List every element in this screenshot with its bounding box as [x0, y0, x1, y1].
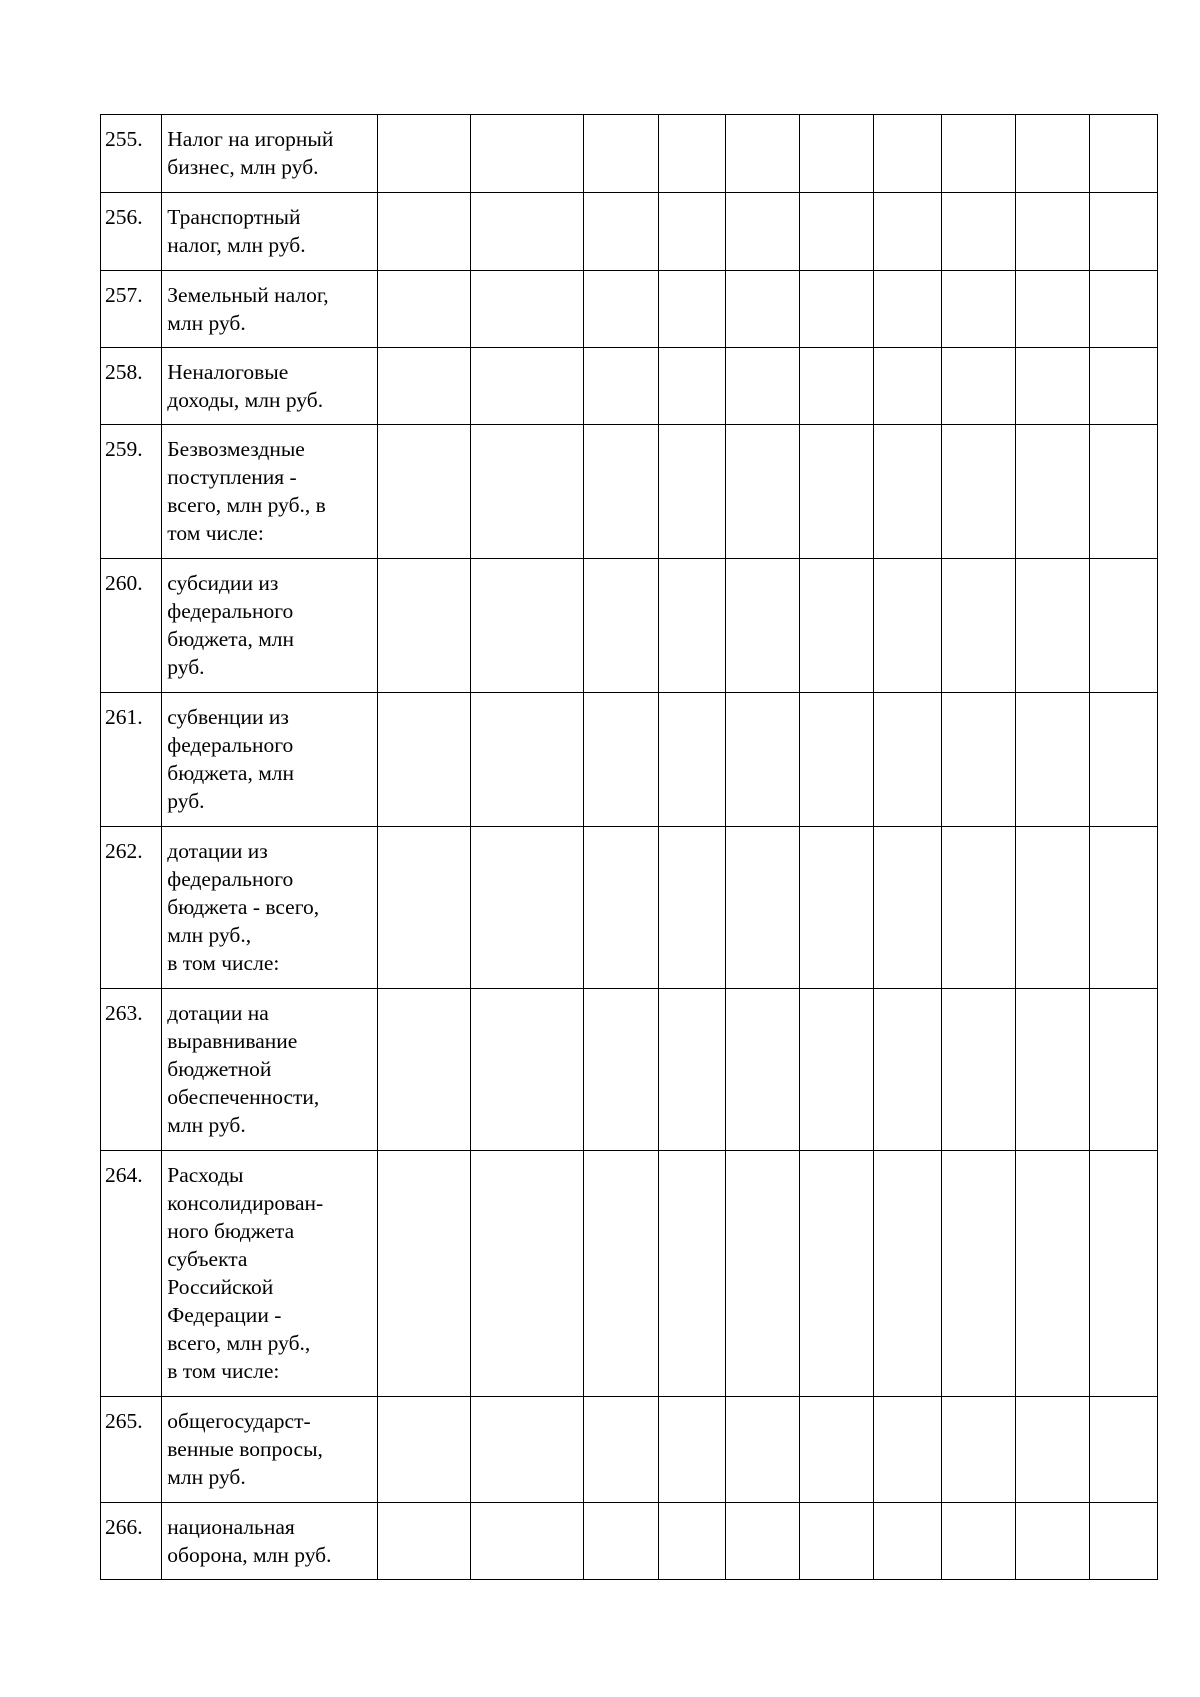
- table-row: [101, 989, 1158, 1151]
- value-cell: [470, 827, 583, 989]
- value-cell: [659, 827, 726, 989]
- value-cell: [874, 1397, 942, 1503]
- value-cell: [799, 693, 873, 827]
- value-cell: [659, 425, 726, 559]
- value-cell: [874, 559, 942, 693]
- value-cell: [1015, 827, 1089, 989]
- value-cell: [874, 115, 942, 193]
- value-cell: [799, 827, 873, 989]
- value-cell: [725, 271, 799, 348]
- row-number: 260.: [101, 559, 162, 693]
- indicator-name: Неналоговые доходы, млн руб.: [162, 348, 378, 425]
- value-cell: [1090, 1503, 1158, 1580]
- value-cell: [583, 193, 658, 271]
- indicator-name: дотации на выравнивание бюджетной обеспеченности, млн руб.: [162, 989, 378, 1151]
- value-cell: [725, 1503, 799, 1580]
- value-cell: [874, 425, 942, 559]
- value-cell: [1090, 1397, 1158, 1503]
- row-number: 266.: [101, 1503, 162, 1580]
- value-cell: [941, 425, 1015, 559]
- value-cell: [941, 827, 1015, 989]
- value-cell: [799, 1397, 873, 1503]
- value-cell: [583, 115, 658, 193]
- value-cell: [874, 348, 942, 425]
- table-row: [101, 1503, 1158, 1580]
- value-cell: [1015, 1397, 1089, 1503]
- value-cell: [470, 989, 583, 1151]
- value-cell: [1090, 193, 1158, 271]
- row-number: 255.: [101, 115, 162, 193]
- table-row: [101, 559, 1158, 693]
- indicator-table: [100, 114, 1158, 1580]
- value-cell: [725, 115, 799, 193]
- row-number: 256.: [101, 193, 162, 271]
- value-cell: [1015, 559, 1089, 693]
- value-cell: [583, 425, 658, 559]
- table-row: [101, 348, 1158, 425]
- table-row: [101, 1397, 1158, 1503]
- indicator-name: Безвозмездные поступления - всего, млн руб., в том числе:: [162, 425, 378, 559]
- value-cell: [1090, 693, 1158, 827]
- value-cell: [799, 559, 873, 693]
- value-cell: [941, 115, 1015, 193]
- value-cell: [470, 115, 583, 193]
- value-cell: [874, 1151, 942, 1397]
- indicator-name: субсидии из федерального бюджета, млн руб.: [162, 559, 378, 693]
- value-cell: [470, 1503, 583, 1580]
- table-row: [101, 193, 1158, 271]
- value-cell: [470, 193, 583, 271]
- value-cell: [1090, 115, 1158, 193]
- value-cell: [659, 271, 726, 348]
- value-cell: [1015, 193, 1089, 271]
- value-cell: [583, 559, 658, 693]
- value-cell: [725, 559, 799, 693]
- value-cell: [470, 425, 583, 559]
- value-cell: [583, 693, 658, 827]
- value-cell: [941, 989, 1015, 1151]
- row-number: 258.: [101, 348, 162, 425]
- table-row: [101, 1151, 1158, 1397]
- value-cell: [378, 1503, 470, 1580]
- value-cell: [378, 1397, 470, 1503]
- value-cell: [659, 559, 726, 693]
- value-cell: [725, 1151, 799, 1397]
- value-cell: [378, 693, 470, 827]
- row-number: 261.: [101, 693, 162, 827]
- value-cell: [1090, 271, 1158, 348]
- value-cell: [583, 348, 658, 425]
- value-cell: [470, 693, 583, 827]
- row-number: 264.: [101, 1151, 162, 1397]
- value-cell: [470, 1397, 583, 1503]
- value-cell: [378, 271, 470, 348]
- indicator-name: Транспортный налог, млн руб.: [162, 193, 378, 271]
- value-cell: [470, 348, 583, 425]
- value-cell: [659, 193, 726, 271]
- value-cell: [941, 693, 1015, 827]
- value-cell: [1090, 348, 1158, 425]
- value-cell: [1015, 115, 1089, 193]
- value-cell: [1015, 989, 1089, 1151]
- value-cell: [725, 827, 799, 989]
- value-cell: [725, 693, 799, 827]
- indicator-name: Налог на игорный бизнес, млн руб.: [162, 115, 378, 193]
- table-row: [101, 827, 1158, 989]
- row-number: 257.: [101, 271, 162, 348]
- value-cell: [941, 348, 1015, 425]
- value-cell: [659, 693, 726, 827]
- indicator-name: субвенции из федерального бюджета, млн руб.: [162, 693, 378, 827]
- value-cell: [659, 115, 726, 193]
- row-number: 262.: [101, 827, 162, 989]
- value-cell: [659, 1151, 726, 1397]
- value-cell: [1090, 989, 1158, 1151]
- value-cell: [1015, 348, 1089, 425]
- value-cell: [1015, 1503, 1089, 1580]
- value-cell: [799, 989, 873, 1151]
- value-cell: [583, 271, 658, 348]
- table-row: [101, 115, 1158, 193]
- value-cell: [799, 348, 873, 425]
- value-cell: [583, 1397, 658, 1503]
- value-cell: [874, 1503, 942, 1580]
- value-cell: [1015, 271, 1089, 348]
- value-cell: [725, 989, 799, 1151]
- value-cell: [378, 115, 470, 193]
- value-cell: [470, 559, 583, 693]
- value-cell: [874, 827, 942, 989]
- value-cell: [874, 693, 942, 827]
- table-row: [101, 693, 1158, 827]
- value-cell: [583, 989, 658, 1151]
- value-cell: [659, 1503, 726, 1580]
- value-cell: [470, 1151, 583, 1397]
- value-cell: [941, 1151, 1015, 1397]
- value-cell: [1090, 425, 1158, 559]
- value-cell: [659, 1397, 726, 1503]
- value-cell: [583, 1503, 658, 1580]
- value-cell: [378, 193, 470, 271]
- value-cell: [378, 348, 470, 425]
- indicator-name: общегосударст- венные вопросы, млн руб.: [162, 1397, 378, 1503]
- value-cell: [799, 1151, 873, 1397]
- value-cell: [725, 1397, 799, 1503]
- value-cell: [941, 193, 1015, 271]
- value-cell: [659, 348, 726, 425]
- value-cell: [799, 271, 873, 348]
- value-cell: [941, 559, 1015, 693]
- value-cell: [1090, 559, 1158, 693]
- indicator-name: Расходы консолидирован- ного бюджета субъекта Российской Федерации - всего, млн руб., в том числе:: [162, 1151, 378, 1397]
- value-cell: [874, 271, 942, 348]
- value-cell: [583, 827, 658, 989]
- value-cell: [799, 193, 873, 271]
- row-number: 263.: [101, 989, 162, 1151]
- value-cell: [799, 115, 873, 193]
- value-cell: [725, 193, 799, 271]
- value-cell: [1015, 1151, 1089, 1397]
- indicator-name: национальная оборона, млн руб.: [162, 1503, 378, 1580]
- value-cell: [378, 559, 470, 693]
- value-cell: [470, 271, 583, 348]
- value-cell: [941, 271, 1015, 348]
- value-cell: [725, 425, 799, 559]
- value-cell: [799, 1503, 873, 1580]
- value-cell: [583, 1151, 658, 1397]
- row-number: 259.: [101, 425, 162, 559]
- value-cell: [1015, 425, 1089, 559]
- value-cell: [378, 827, 470, 989]
- value-cell: [725, 348, 799, 425]
- value-cell: [874, 989, 942, 1151]
- table-body: [101, 115, 1158, 1580]
- table-row: [101, 271, 1158, 348]
- value-cell: [941, 1397, 1015, 1503]
- value-cell: [1090, 827, 1158, 989]
- indicator-name: дотации из федерального бюджета - всего, млн руб., в том числе:: [162, 827, 378, 989]
- value-cell: [1015, 693, 1089, 827]
- value-cell: [1090, 1151, 1158, 1397]
- value-cell: [378, 989, 470, 1151]
- row-number: 265.: [101, 1397, 162, 1503]
- table-row: [101, 425, 1158, 559]
- value-cell: [799, 425, 873, 559]
- value-cell: [378, 425, 470, 559]
- indicator-name: Земельный налог, млн руб.: [162, 271, 378, 348]
- value-cell: [874, 193, 942, 271]
- value-cell: [378, 1151, 470, 1397]
- value-cell: [659, 989, 726, 1151]
- value-cell: [941, 1503, 1015, 1580]
